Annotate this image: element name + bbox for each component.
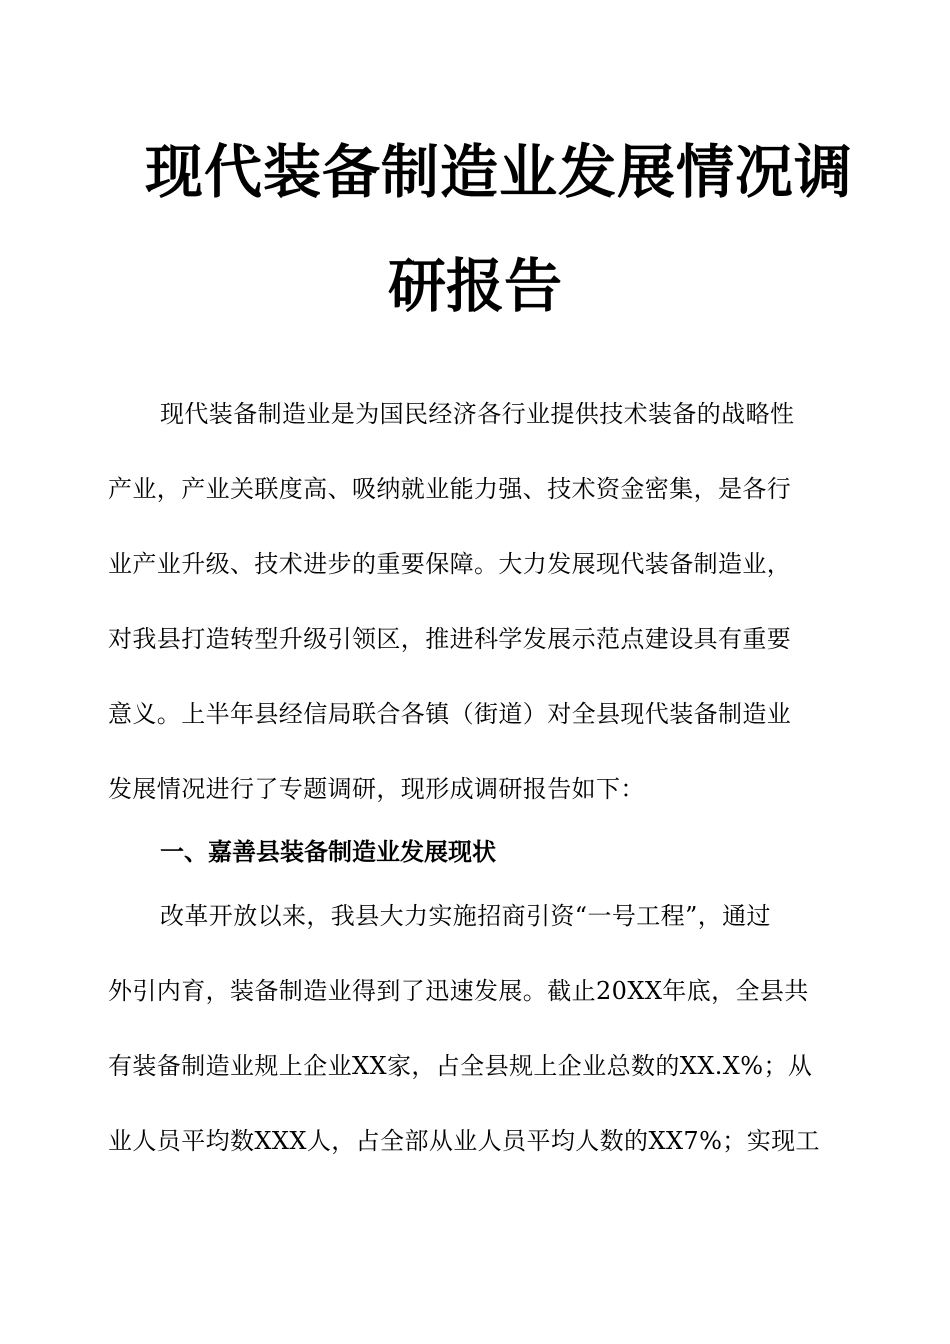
paragraph-1-line-4: 对我县打造转型升级引领区，推进科学发展示范点建设具有重要 xyxy=(108,625,792,653)
document-title-line-2: 研报告 xyxy=(387,252,562,320)
section-1-heading: 一、嘉善县装备制造业发展现状 xyxy=(160,838,496,866)
paragraph-2-line-2: 外引内育，装备制造业得到了迅速发展。截止20XX年底，全县共 xyxy=(108,977,809,1005)
paragraph-1-line-6: 发展情况进行了专题调研，现形成调研报告如下： xyxy=(108,775,645,803)
paragraph-1-line-1: 现代装备制造业是为国民经济各行业提供技术装备的战略性 xyxy=(160,400,795,428)
paragraph-2-line-4: 业人员平均数XXX人，占全部从业人员平均人数的XX7%；实现工 xyxy=(108,1127,820,1155)
paragraph-2-line-3: 有装备制造业规上企业XX家，占全县规上企业总数的XX.X%；从 xyxy=(108,1052,813,1080)
paragraph-1-line-3: 业产业升级、技术进步的重要保障。大力发展现代装备制造业， xyxy=(108,550,792,578)
document-title-line-1: 现代装备制造业发展情况调 xyxy=(145,138,854,206)
paragraph-2-line-1: 改革开放以来，我县大力实施招商引资“一号工程”，通过 xyxy=(160,902,771,930)
paragraph-1-line-5: 意义。上半年县经信局联合各镇（街道）对全县现代装备制造业 xyxy=(108,700,792,728)
paragraph-1-line-2: 产业，产业关联度高、吸纳就业能力强、技术资金密集，是各行 xyxy=(108,475,792,503)
